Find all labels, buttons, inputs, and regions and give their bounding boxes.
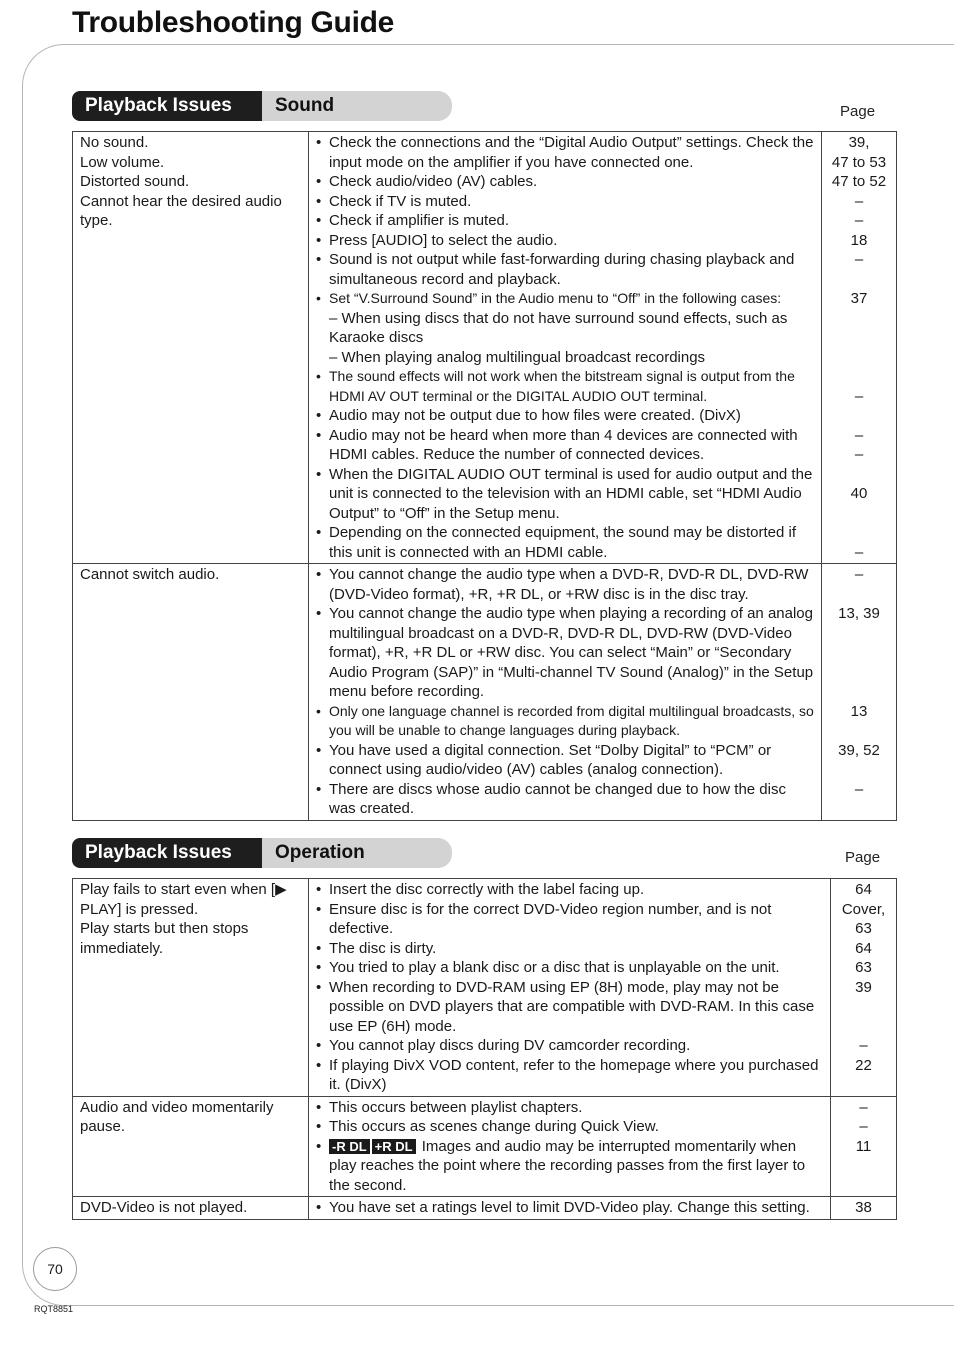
page-ref: – bbox=[854, 212, 864, 229]
page-number: 70 bbox=[33, 1247, 77, 1291]
page-ref: 37 bbox=[850, 290, 868, 307]
problem-cell bbox=[73, 1197, 309, 1220]
page-ref: – bbox=[859, 1037, 868, 1054]
page-ref: – bbox=[854, 192, 864, 210]
page-ref: – bbox=[854, 446, 864, 463]
page-ref bbox=[824, 406, 894, 426]
solution-item: • Check if TV is muted. bbox=[316, 192, 815, 212]
solution-item: • You cannot play discs during DV camcorder recording. bbox=[316, 1036, 824, 1056]
problem-text: Play starts but then stops immediately. bbox=[80, 920, 249, 957]
page-ref: 13, 39 bbox=[838, 605, 880, 622]
solution-item: • This occurs between playlist chapters. bbox=[316, 1098, 824, 1118]
page-ref: 13 bbox=[850, 702, 868, 720]
page-ref-cell bbox=[822, 132, 897, 564]
page-ref: 40 bbox=[850, 485, 868, 502]
problem-text: Cannot hear the desired audio type. bbox=[80, 192, 282, 229]
page-ref: – bbox=[859, 1098, 868, 1116]
solution-item bbox=[316, 1137, 824, 1196]
solution-item: • Sound is not output while fast-forwarding during chasing playback and simultaneous record and playback. bbox=[316, 250, 815, 289]
subcategory-tab: Operation bbox=[262, 838, 452, 868]
solution-item: • Set “V.Surround Sound” in the Audio menu to “Off” in the following cases: bbox=[316, 289, 815, 309]
solution-item: • The sound effects will not work when the bitstream signal is output from the HDMI AV OUT terminal or the DIGITAL AUDIO OUT terminal. bbox=[316, 367, 815, 406]
problem-text: Cannot switch audio. bbox=[80, 566, 220, 583]
solution-item: • If playing DivX VOD content, refer to the homepage where you purchased it. (DivX) bbox=[316, 1056, 824, 1095]
problem-text: Low volume. bbox=[80, 153, 165, 171]
category-tab: Playback Issues bbox=[72, 91, 262, 121]
page-ref: 64 bbox=[855, 881, 872, 898]
problem-cell bbox=[73, 1096, 309, 1197]
table-row bbox=[73, 1197, 897, 1220]
page-ref-cell bbox=[831, 879, 897, 1097]
solution-item: • Audio may not be output due to how files were created. (DivX) bbox=[316, 406, 815, 426]
page-ref: – bbox=[854, 543, 864, 561]
page-ref: 63 bbox=[855, 959, 872, 976]
table-row bbox=[73, 1096, 897, 1197]
solution-cell bbox=[309, 1197, 831, 1220]
page-ref: Cover, bbox=[841, 900, 886, 918]
page-ref bbox=[824, 348, 894, 368]
page-ref bbox=[824, 523, 894, 543]
solution-item: • Check audio/video (AV) cables. bbox=[316, 172, 815, 192]
page-ref: 22 bbox=[855, 1056, 872, 1074]
page-ref: 38 bbox=[855, 1199, 872, 1216]
solution-item: • Check the connections and the “Digital Audio Output” settings. Check the input mode on the amplifier if you have connected one. bbox=[316, 133, 815, 172]
page-ref-cell bbox=[831, 1197, 897, 1220]
page-column-label: Page bbox=[840, 103, 876, 120]
solution-item: • You tried to play a blank disc or a disc that is unplayable on the unit. bbox=[316, 958, 824, 978]
section-header-sound bbox=[72, 91, 452, 121]
solution-cell bbox=[309, 879, 831, 1097]
page-ref bbox=[833, 1017, 894, 1037]
problem-text: Play fails to start even when [▶ PLAY] is pressed. bbox=[80, 881, 287, 918]
page-ref bbox=[833, 997, 894, 1017]
problem-cell bbox=[73, 879, 309, 1097]
problem-cell bbox=[73, 564, 309, 821]
solution-item: • Check if amplifier is muted. bbox=[316, 211, 815, 231]
solution-cell bbox=[309, 132, 822, 564]
troubleshooting-table-sound bbox=[72, 131, 897, 821]
page-ref bbox=[824, 465, 894, 485]
page-ref bbox=[824, 760, 894, 780]
table-row bbox=[73, 132, 897, 564]
page-ref: 47 to 53 bbox=[831, 153, 887, 171]
disc-type-badge: -R DL bbox=[329, 1139, 370, 1154]
page-ref bbox=[824, 663, 894, 683]
solution-item: • You have used a digital connection. Set “Dolby Digital” to “PCM” or connect using audio/video (AV) cables (analog connection). bbox=[316, 741, 815, 780]
solution-item: • Insert the disc correctly with the label facing up. bbox=[316, 880, 824, 900]
category-tab: Playback Issues bbox=[72, 838, 262, 868]
problem-text: No sound. bbox=[80, 134, 149, 151]
page-ref: 11 bbox=[855, 1137, 872, 1155]
solution-cell bbox=[309, 564, 822, 821]
solution-item: • The disc is dirty. bbox=[316, 939, 824, 959]
problem-text: DVD-Video is not played. bbox=[80, 1199, 248, 1216]
page-ref bbox=[824, 367, 894, 387]
solution-item: • When recording to DVD-RAM using EP (8H) mode, play may not be possible on DVD players that are compatible with DVD-RAM. In this case use EP (6H) mode. bbox=[316, 978, 824, 1037]
solution-item: • You cannot change the audio type when a DVD-R, DVD-R DL, DVD-RW (DVD-Video format), +R, +R DL, or +RW disc is in the disc tray. bbox=[316, 565, 815, 604]
disc-type-badge: +R DL bbox=[372, 1139, 416, 1154]
solution-item: • You have set a ratings level to limit DVD-Video play. Change this setting. bbox=[316, 1198, 824, 1218]
document-code: RQT8851 bbox=[34, 1304, 74, 1314]
page-ref: 64 bbox=[855, 939, 872, 957]
solution-item: • Only one language channel is recorded from digital multilingual broadcasts, so you will be unable to change languages during playback. bbox=[316, 702, 815, 741]
solution-item: • This occurs as scenes change during Quick View. bbox=[316, 1117, 824, 1137]
solution-item: • Depending on the connected equipment, the sound may be distorted if this unit is connected with an HDMI cable. bbox=[316, 523, 815, 562]
solution-item: • Audio may not be heard when more than 4 devices are connected with HDMI cables. Reduce the number of connected devices. bbox=[316, 426, 815, 465]
solution-item: • There are discs whose audio cannot be changed due to how the disc was created. bbox=[316, 780, 815, 819]
page-ref-cell bbox=[831, 1096, 897, 1197]
page-ref bbox=[824, 721, 894, 741]
page-ref: 39 bbox=[855, 978, 872, 996]
solution-item: • Press [AUDIO] to select the audio. bbox=[316, 231, 815, 251]
solution-cell bbox=[309, 1096, 831, 1197]
page-ref: – bbox=[854, 780, 864, 798]
page-ref: – bbox=[854, 426, 864, 444]
troubleshooting-table-operation bbox=[72, 878, 897, 1220]
problem-cell bbox=[73, 132, 309, 564]
page-ref-cell bbox=[822, 564, 897, 821]
problem-text: Audio and video momentarily pause. bbox=[80, 1098, 274, 1135]
solution-text: Images and audio may be interrupted momentarily when play reaches the point where the recording passes from the first layer to the second. bbox=[329, 1137, 806, 1194]
solution-item: • When the DIGITAL AUDIO OUT terminal is used for audio output and the unit is connected to the television with an HDMI cable, set “HDMI Audio Output” to “Off” in the Setup menu. bbox=[316, 465, 815, 524]
page-title: Troubleshooting Guide bbox=[72, 6, 395, 39]
table-row bbox=[73, 879, 897, 1097]
page-ref: 47 to 52 bbox=[831, 173, 887, 190]
page-ref bbox=[824, 328, 894, 348]
page-ref: 63 bbox=[855, 920, 872, 937]
page-ref: 18 bbox=[850, 231, 868, 249]
page-ref: – bbox=[854, 566, 864, 583]
solution-item: • Ensure disc is for the correct DVD-Video region number, and is not defective. bbox=[316, 900, 824, 939]
page-ref bbox=[824, 585, 894, 605]
page-ref bbox=[824, 504, 894, 524]
table-row bbox=[73, 564, 897, 821]
page-ref bbox=[824, 682, 894, 702]
page-ref bbox=[824, 643, 894, 663]
page-ref bbox=[824, 309, 894, 329]
solution-item: • You cannot change the audio type when playing a recording of an analog multilingual broadcast on a DVD-R, DVD-R DL, DVD-RW (DVD-Video format), +R, +R DL or +RW disc. You can select “Main” or “Secondary Audio Program (SAP)” in “Multi-channel TV Sound (Analog)” in the Setup menu before recording. bbox=[316, 604, 815, 702]
page-ref: – bbox=[854, 251, 864, 268]
solution-subitem: – When playing analog multilingual broadcast recordings bbox=[329, 348, 706, 366]
page-ref bbox=[824, 624, 894, 644]
subcategory-tab: Sound bbox=[262, 91, 452, 121]
page-ref: – bbox=[854, 387, 864, 405]
solution-subitem: – When using discs that do not have surround sound effects, such as Karaoke discs bbox=[329, 309, 788, 346]
page-ref bbox=[824, 270, 894, 290]
problem-text: Distorted sound. bbox=[80, 173, 190, 190]
page-column-label: Page bbox=[845, 849, 881, 866]
page-ref: 39, 52 bbox=[838, 741, 880, 759]
section-header-operation bbox=[72, 838, 452, 868]
page-ref: – bbox=[859, 1118, 868, 1135]
page-ref: 39, bbox=[848, 134, 870, 151]
